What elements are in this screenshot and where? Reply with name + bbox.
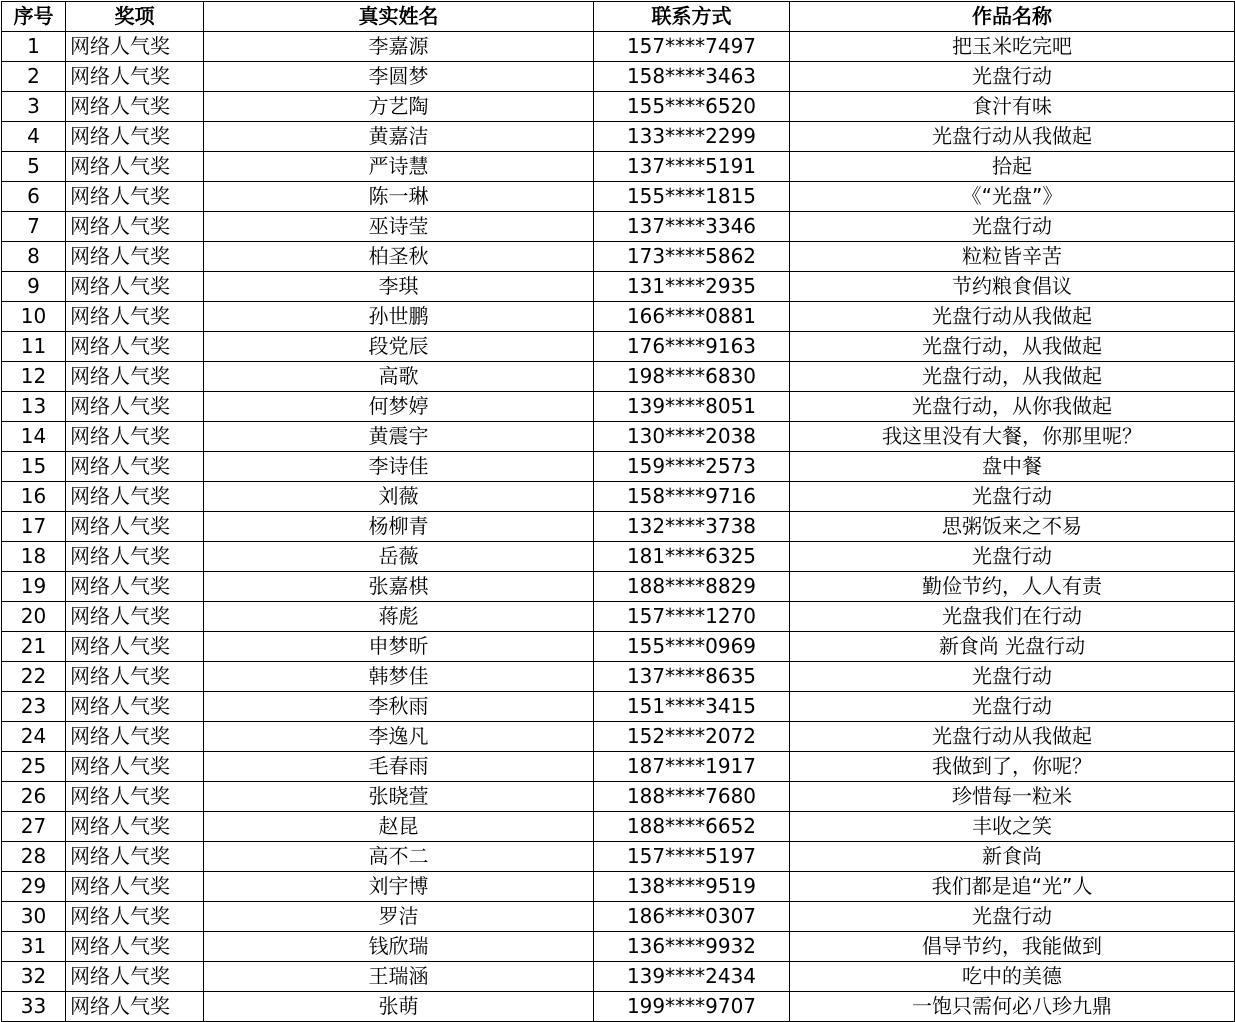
cell-name: 刘宇博 — [204, 872, 594, 902]
cell-work-title: 倡导节约，我能做到 — [790, 932, 1235, 962]
cell-work-title: 光盘行动 — [790, 542, 1235, 572]
cell-award: 网络人气奖 — [66, 662, 204, 692]
cell-award: 网络人气奖 — [66, 572, 204, 602]
cell-award: 网络人气奖 — [66, 32, 204, 62]
header-award: 奖项 — [66, 2, 204, 32]
cell-contact: 152****2072 — [594, 722, 790, 752]
cell-seq: 9 — [2, 272, 66, 302]
cell-award: 网络人气奖 — [66, 812, 204, 842]
cell-award: 网络人气奖 — [66, 692, 204, 722]
cell-seq: 13 — [2, 392, 66, 422]
cell-award: 网络人气奖 — [66, 932, 204, 962]
cell-contact: 137****5191 — [594, 152, 790, 182]
cell-seq: 21 — [2, 632, 66, 662]
header-seq: 序号 — [2, 2, 66, 32]
cell-seq: 20 — [2, 602, 66, 632]
cell-name: 方艺陶 — [204, 92, 594, 122]
cell-seq: 29 — [2, 872, 66, 902]
cell-work-title: 我们都是追“光”人 — [790, 872, 1235, 902]
cell-work-title: 拾起 — [790, 152, 1235, 182]
cell-name: 刘薇 — [204, 482, 594, 512]
table-row — [2, 92, 1235, 122]
cell-seq: 28 — [2, 842, 66, 872]
table-row — [2, 392, 1235, 422]
cell-work-title: 食汁有味 — [790, 92, 1235, 122]
cell-work-title: 思粥饭来之不易 — [790, 512, 1235, 542]
cell-work-title: 光盘行动从我做起 — [790, 722, 1235, 752]
table-header — [2, 2, 1235, 32]
cell-contact: 155****1815 — [594, 182, 790, 212]
cell-award: 网络人气奖 — [66, 452, 204, 482]
cell-contact: 137****3346 — [594, 212, 790, 242]
table-row — [2, 872, 1235, 902]
cell-work-title: 光盘行动从我做起 — [790, 122, 1235, 152]
cell-name: 李逸凡 — [204, 722, 594, 752]
cell-name: 蒋彪 — [204, 602, 594, 632]
cell-contact: 133****2299 — [594, 122, 790, 152]
cell-contact: 158****3463 — [594, 62, 790, 92]
cell-work-title: 《“光盘”》 — [790, 182, 1235, 212]
cell-award: 网络人气奖 — [66, 602, 204, 632]
cell-award: 网络人气奖 — [66, 62, 204, 92]
table-row — [2, 542, 1235, 572]
cell-award: 网络人气奖 — [66, 392, 204, 422]
cell-award: 网络人气奖 — [66, 92, 204, 122]
cell-work-title: 珍惜每一粒米 — [790, 782, 1235, 812]
cell-work-title: 一饱只需何必八珍九鼎 — [790, 992, 1235, 1022]
cell-contact: 157****7497 — [594, 32, 790, 62]
cell-name: 李嘉源 — [204, 32, 594, 62]
cell-seq: 30 — [2, 902, 66, 932]
cell-seq: 15 — [2, 452, 66, 482]
table-row — [2, 182, 1235, 212]
cell-award: 网络人气奖 — [66, 212, 204, 242]
table-row — [2, 332, 1235, 362]
table-row — [2, 692, 1235, 722]
cell-work-title: 光盘行动，从我做起 — [790, 362, 1235, 392]
table-row — [2, 362, 1235, 392]
table-row — [2, 842, 1235, 872]
table-row — [2, 902, 1235, 932]
cell-work-title: 粒粒皆辛苦 — [790, 242, 1235, 272]
cell-name: 李诗佳 — [204, 452, 594, 482]
cell-award: 网络人气奖 — [66, 842, 204, 872]
header-row — [2, 2, 1235, 32]
cell-award: 网络人气奖 — [66, 482, 204, 512]
cell-work-title: 光盘行动 — [790, 62, 1235, 92]
cell-seq: 22 — [2, 662, 66, 692]
table-row — [2, 572, 1235, 602]
cell-contact: 181****6325 — [594, 542, 790, 572]
cell-contact: 137****8635 — [594, 662, 790, 692]
cell-contact: 151****3415 — [594, 692, 790, 722]
cell-work-title: 光盘行动，从你我做起 — [790, 392, 1235, 422]
cell-name: 柏圣秋 — [204, 242, 594, 272]
cell-work-title: 新食尚 — [790, 842, 1235, 872]
table-row — [2, 32, 1235, 62]
cell-contact: 155****0969 — [594, 632, 790, 662]
table-row — [2, 932, 1235, 962]
table-row — [2, 122, 1235, 152]
header-contact: 联系方式 — [594, 2, 790, 32]
cell-work-title: 光盘行动从我做起 — [790, 302, 1235, 332]
cell-award: 网络人气奖 — [66, 272, 204, 302]
cell-work-title: 光盘行动，从我做起 — [790, 332, 1235, 362]
cell-work-title: 勤俭节约，人人有责 — [790, 572, 1235, 602]
table-row — [2, 722, 1235, 752]
cell-award: 网络人气奖 — [66, 722, 204, 752]
cell-seq: 26 — [2, 782, 66, 812]
cell-name: 罗洁 — [204, 902, 594, 932]
cell-name: 申梦昕 — [204, 632, 594, 662]
table-row — [2, 512, 1235, 542]
cell-award: 网络人气奖 — [66, 962, 204, 992]
cell-contact: 155****6520 — [594, 92, 790, 122]
table-row — [2, 602, 1235, 632]
cell-seq: 33 — [2, 992, 66, 1022]
cell-seq: 27 — [2, 812, 66, 842]
cell-name: 王瑞涵 — [204, 962, 594, 992]
cell-name: 严诗慧 — [204, 152, 594, 182]
cell-work-title: 把玉米吃完吧 — [790, 32, 1235, 62]
cell-contact: 186****0307 — [594, 902, 790, 932]
cell-seq: 17 — [2, 512, 66, 542]
cell-name: 孙世鹏 — [204, 302, 594, 332]
cell-work-title: 光盘行动 — [790, 692, 1235, 722]
table-body — [2, 32, 1235, 1022]
cell-contact: 136****9932 — [594, 932, 790, 962]
cell-seq: 3 — [2, 92, 66, 122]
cell-seq: 11 — [2, 332, 66, 362]
winners-table — [1, 1, 1235, 1022]
cell-work-title: 光盘行动 — [790, 212, 1235, 242]
cell-contact: 173****5862 — [594, 242, 790, 272]
cell-name: 毛春雨 — [204, 752, 594, 782]
cell-seq: 24 — [2, 722, 66, 752]
cell-award: 网络人气奖 — [66, 782, 204, 812]
cell-contact: 139****2434 — [594, 962, 790, 992]
cell-contact: 132****3738 — [594, 512, 790, 542]
cell-seq: 5 — [2, 152, 66, 182]
cell-contact: 130****2038 — [594, 422, 790, 452]
cell-name: 钱欣瑞 — [204, 932, 594, 962]
cell-seq: 4 — [2, 122, 66, 152]
cell-work-title: 光盘行动 — [790, 902, 1235, 932]
cell-contact: 159****2573 — [594, 452, 790, 482]
cell-award: 网络人气奖 — [66, 632, 204, 662]
cell-seq: 7 — [2, 212, 66, 242]
cell-award: 网络人气奖 — [66, 152, 204, 182]
cell-seq: 2 — [2, 62, 66, 92]
cell-award: 网络人气奖 — [66, 992, 204, 1022]
cell-name: 李琪 — [204, 272, 594, 302]
table-row — [2, 962, 1235, 992]
cell-award: 网络人气奖 — [66, 902, 204, 932]
cell-contact: 158****9716 — [594, 482, 790, 512]
cell-award: 网络人气奖 — [66, 242, 204, 272]
cell-award: 网络人气奖 — [66, 872, 204, 902]
table-row — [2, 272, 1235, 302]
table-row — [2, 662, 1235, 692]
cell-contact: 199****9707 — [594, 992, 790, 1022]
cell-contact: 166****0881 — [594, 302, 790, 332]
cell-contact: 131****2935 — [594, 272, 790, 302]
cell-seq: 6 — [2, 182, 66, 212]
cell-contact: 198****6830 — [594, 362, 790, 392]
table-row — [2, 812, 1235, 842]
cell-name: 赵昆 — [204, 812, 594, 842]
cell-name: 张萌 — [204, 992, 594, 1022]
cell-name: 黄嘉洁 — [204, 122, 594, 152]
cell-name: 岳薇 — [204, 542, 594, 572]
cell-seq: 16 — [2, 482, 66, 512]
cell-contact: 157****5197 — [594, 842, 790, 872]
cell-contact: 139****8051 — [594, 392, 790, 422]
cell-seq: 12 — [2, 362, 66, 392]
cell-seq: 25 — [2, 752, 66, 782]
cell-name: 李秋雨 — [204, 692, 594, 722]
cell-seq: 19 — [2, 572, 66, 602]
cell-contact: 138****9519 — [594, 872, 790, 902]
cell-award: 网络人气奖 — [66, 512, 204, 542]
cell-award: 网络人气奖 — [66, 752, 204, 782]
cell-name: 陈一琳 — [204, 182, 594, 212]
cell-seq: 31 — [2, 932, 66, 962]
cell-name: 高歌 — [204, 362, 594, 392]
table-row — [2, 242, 1235, 272]
cell-work-title: 光盘行动 — [790, 662, 1235, 692]
cell-seq: 1 — [2, 32, 66, 62]
cell-award: 网络人气奖 — [66, 332, 204, 362]
cell-work-title: 吃中的美德 — [790, 962, 1235, 992]
cell-name: 韩梦佳 — [204, 662, 594, 692]
cell-name: 李圆梦 — [204, 62, 594, 92]
header-name: 真实姓名 — [204, 2, 594, 32]
cell-name: 黄震宇 — [204, 422, 594, 452]
table-row — [2, 302, 1235, 332]
cell-work-title: 盘中餐 — [790, 452, 1235, 482]
cell-name: 段党辰 — [204, 332, 594, 362]
cell-seq: 14 — [2, 422, 66, 452]
cell-work-title: 我做到了，你呢？ — [790, 752, 1235, 782]
cell-name: 高不二 — [204, 842, 594, 872]
cell-contact: 188****6652 — [594, 812, 790, 842]
cell-seq: 18 — [2, 542, 66, 572]
cell-work-title: 光盘行动 — [790, 482, 1235, 512]
cell-award: 网络人气奖 — [66, 302, 204, 332]
cell-award: 网络人气奖 — [66, 182, 204, 212]
cell-seq: 23 — [2, 692, 66, 722]
table-row — [2, 152, 1235, 182]
table-row — [2, 422, 1235, 452]
cell-contact: 176****9163 — [594, 332, 790, 362]
cell-work-title: 新食尚 光盘行动 — [790, 632, 1235, 662]
table-row — [2, 992, 1235, 1022]
table-row — [2, 452, 1235, 482]
cell-work-title: 丰收之笑 — [790, 812, 1235, 842]
cell-award: 网络人气奖 — [66, 362, 204, 392]
cell-work-title: 节约粮食倡议 — [790, 272, 1235, 302]
cell-name: 张嘉棋 — [204, 572, 594, 602]
cell-work-title: 我这里没有大餐，你那里呢？ — [790, 422, 1235, 452]
cell-contact: 188****8829 — [594, 572, 790, 602]
cell-name: 张晓萱 — [204, 782, 594, 812]
cell-seq: 8 — [2, 242, 66, 272]
cell-seq: 10 — [2, 302, 66, 332]
cell-name: 巫诗莹 — [204, 212, 594, 242]
table-row — [2, 632, 1235, 662]
table-row — [2, 752, 1235, 782]
table-row — [2, 782, 1235, 812]
cell-contact: 188****7680 — [594, 782, 790, 812]
cell-award: 网络人气奖 — [66, 542, 204, 572]
cell-seq: 32 — [2, 962, 66, 992]
header-work-title: 作品名称 — [790, 2, 1235, 32]
table-row — [2, 482, 1235, 512]
table-row — [2, 212, 1235, 242]
cell-contact: 187****1917 — [594, 752, 790, 782]
cell-contact: 157****1270 — [594, 602, 790, 632]
cell-name: 杨柳青 — [204, 512, 594, 542]
cell-award: 网络人气奖 — [66, 122, 204, 152]
cell-work-title: 光盘我们在行动 — [790, 602, 1235, 632]
table-row — [2, 62, 1235, 92]
cell-award: 网络人气奖 — [66, 422, 204, 452]
cell-name: 何梦婷 — [204, 392, 594, 422]
